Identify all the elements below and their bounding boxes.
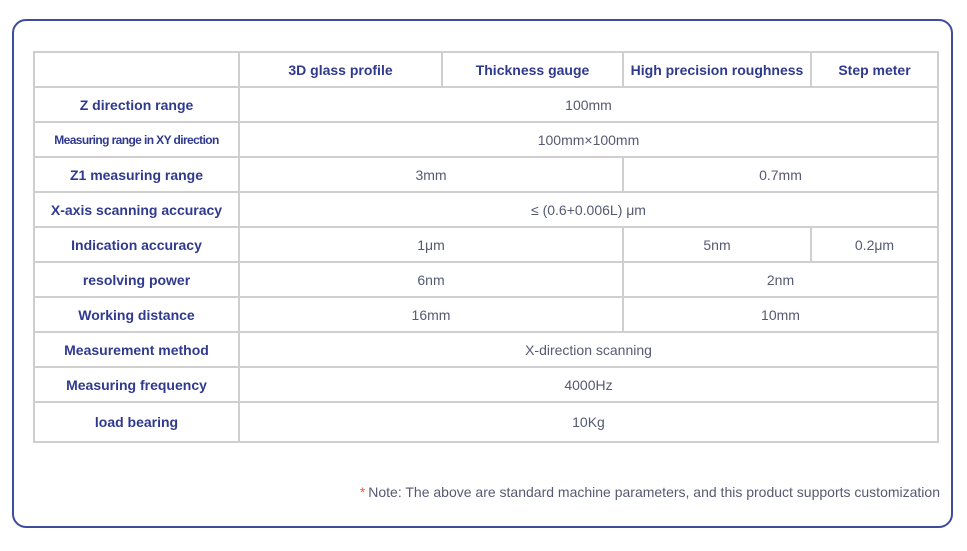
row-label: Working distance xyxy=(34,297,239,332)
row-label: Measuring range in XY direction xyxy=(34,122,239,157)
column-header-high-precision-roughness: High precision roughness xyxy=(623,52,811,87)
column-header-thickness-gauge: Thickness gauge xyxy=(442,52,623,87)
row-value: 3mm xyxy=(239,157,623,192)
row-label: Measuring frequency xyxy=(34,367,239,402)
header-empty-cell xyxy=(34,52,239,87)
table-header-row xyxy=(34,52,938,87)
note-text: Note: The above are standard machine parameters, and this product supports customization xyxy=(368,484,940,500)
row-value: 6nm xyxy=(239,262,623,297)
row-value: 4000Hz xyxy=(239,367,938,402)
row-value: 2nm xyxy=(623,262,938,297)
asterisk-icon: * xyxy=(359,484,366,500)
table-row xyxy=(34,122,938,157)
row-value: 100mm xyxy=(239,87,938,122)
row-label: Measurement method xyxy=(34,332,239,367)
table-row xyxy=(34,297,938,332)
table-row xyxy=(34,402,938,442)
row-value: ≤ (0.6+0.006L) μm xyxy=(239,192,938,227)
row-label: load bearing xyxy=(34,402,239,442)
table-row xyxy=(34,227,938,262)
row-label: resolving power xyxy=(34,262,239,297)
row-value: 1μm xyxy=(239,227,623,262)
row-value: 16mm xyxy=(239,297,623,332)
row-value: 0.2μm xyxy=(811,227,938,262)
row-value: 10Kg xyxy=(239,402,938,442)
row-label: Indication accuracy xyxy=(34,227,239,262)
table-row xyxy=(34,192,938,227)
table-row xyxy=(34,157,938,192)
spec-table xyxy=(33,51,939,443)
column-header-3d-glass-profile: 3D glass profile xyxy=(239,52,442,87)
table-row xyxy=(34,367,938,402)
table-row xyxy=(34,332,938,367)
row-value: 0.7mm xyxy=(623,157,938,192)
table-row xyxy=(34,87,938,122)
column-header-step-meter: Step meter xyxy=(811,52,938,87)
row-value: 10mm xyxy=(623,297,938,332)
customization-note xyxy=(360,484,940,500)
row-value: 100mm×100mm xyxy=(239,122,938,157)
row-label: X-axis scanning accuracy xyxy=(34,192,239,227)
row-value: X-direction scanning xyxy=(239,332,938,367)
row-value: 5nm xyxy=(623,227,811,262)
row-label: Z1 measuring range xyxy=(34,157,239,192)
table-row xyxy=(34,262,938,297)
row-label: Z direction range xyxy=(34,87,239,122)
